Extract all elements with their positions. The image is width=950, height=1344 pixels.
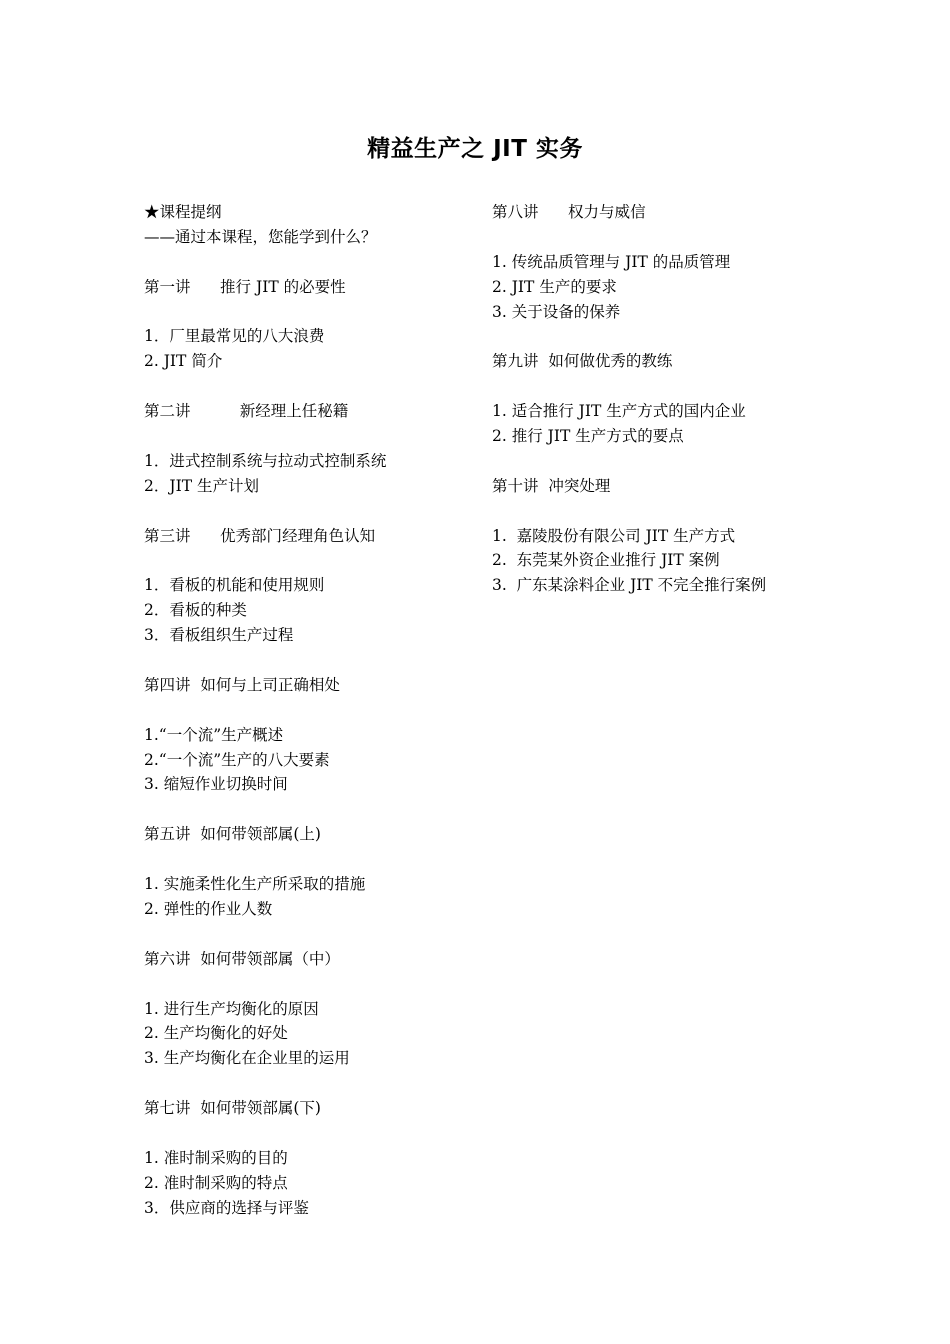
blank-line (492, 499, 812, 524)
blank-line (144, 1071, 474, 1096)
list-item: 3．供应商的选择与评鉴 (144, 1198, 309, 1217)
list-item: 1. 嘉陵股份有限公司 JIT 生产方式 (492, 526, 736, 545)
blank-line (144, 1121, 474, 1146)
blank-line (492, 449, 812, 474)
blank-line (144, 499, 474, 524)
lecture-heading: 第九讲 如何做优秀的教练 (492, 352, 673, 371)
list-item: 2. 推行 JIT 生产方式的要点 (492, 427, 684, 446)
blank-line (492, 225, 812, 250)
outline-subtitle: ——通过本课程，您能学到什么？ (144, 227, 377, 246)
lecture-heading: 第五讲 如何带领部属(上) (144, 825, 321, 844)
lecture-heading: 第二讲 新经理上任秘籍 (144, 402, 349, 421)
blank-line (144, 797, 474, 822)
blank-line (144, 698, 474, 723)
blank-line (144, 972, 474, 997)
list-item: 2. 生产均衡化的好处 (144, 1024, 288, 1043)
list-item: 2. 准时制采购的特点 (144, 1173, 288, 1192)
list-item: 1. 进行生产均衡化的原因 (144, 999, 319, 1018)
list-item: 3. 缩短作业切换时间 (144, 775, 288, 794)
list-item: 2．JIT 生产计划 (144, 476, 259, 495)
lecture-heading: 第十讲 冲突处理 (492, 476, 611, 495)
list-item: 2.“一个流”生产的八大要素 (144, 750, 330, 769)
list-item: 1. 实施柔性化生产所采取的措施 (144, 875, 366, 894)
blank-line (144, 424, 474, 449)
list-item: 1. 传统品质管理与 JIT 的品质管理 (492, 252, 731, 271)
blank-line (144, 250, 474, 275)
lecture-heading: 第一讲 推行 JIT 的必要性 (144, 277, 346, 296)
right-column (492, 200, 812, 598)
list-item: 3. 广东某涂料企业 JIT 不完全推行案例 (492, 576, 767, 595)
blank-line (492, 374, 812, 399)
list-item: 2．看板的种类 (144, 601, 247, 620)
blank-line (144, 300, 474, 325)
document-title: 精益生产之 JIT 实务 (367, 136, 583, 162)
lecture-heading: 第四讲 如何与上司正确相处 (144, 675, 340, 694)
list-item: 1．看板的机能和使用规则 (144, 576, 325, 595)
list-item: 3．看板组织生产过程 (144, 626, 294, 645)
blank-line (144, 922, 474, 947)
lecture-heading: 第七讲 如何带领部属(下) (144, 1099, 321, 1118)
list-item: 1. 适合推行 JIT 生产方式的国内企业 (492, 402, 746, 421)
list-item: 2. 弹性的作业人数 (144, 899, 273, 918)
lecture-heading: 第六讲 如何带领部属（中） (144, 949, 340, 968)
lecture-heading: 第八讲 权力与威信 (492, 203, 646, 221)
lecture-heading: 第三讲 优秀部门经理角色认知 (144, 526, 376, 545)
blank-line (492, 324, 812, 349)
list-item: 3. 生产均衡化在企业里的运用 (144, 1049, 350, 1068)
list-item: 1. 准时制采购的目的 (144, 1148, 288, 1167)
list-item: 1.“一个流”生产概述 (144, 725, 284, 744)
blank-line (144, 847, 474, 872)
list-item: 2. 东莞某外资企业推行 JIT 案例 (492, 551, 720, 570)
list-item: 1．厂里最常见的八大浪费 (144, 327, 325, 346)
blank-line (144, 648, 474, 673)
left-column (144, 200, 474, 1221)
list-item: 3. 关于设备的保养 (492, 302, 621, 321)
list-item: 1．进式控制系统与拉动式控制系统 (144, 451, 387, 470)
list-item: 2. JIT 生产的要求 (492, 277, 617, 296)
blank-line (144, 548, 474, 573)
list-item: 2. JIT 简介 (144, 352, 223, 371)
blank-line (144, 374, 474, 399)
outline-heading: ★课程提纲 (144, 203, 222, 221)
